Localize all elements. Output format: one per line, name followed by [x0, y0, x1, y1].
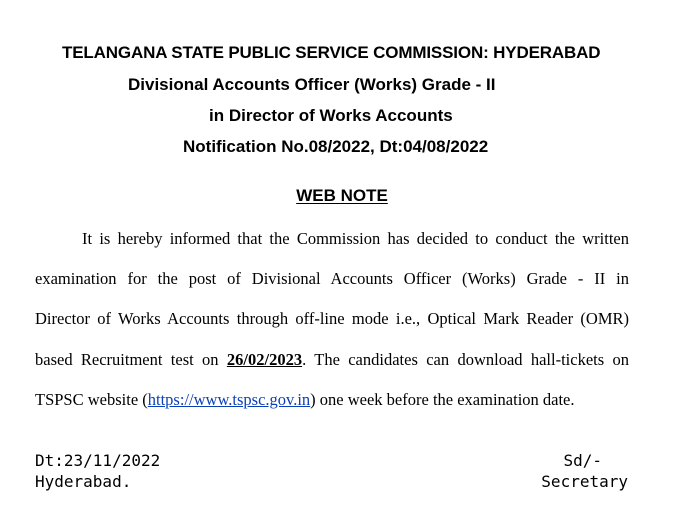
body-line-5-end: ) one week before the examination date. [310, 390, 575, 409]
department-title-text: in Director of Works Accounts [209, 106, 453, 125]
body-line-4-end: . The candidates can download hall-tickets on [302, 350, 630, 369]
issue-place: Hyderabad. [35, 472, 132, 491]
post-title-text: Divisional Accounts Officer (Works) Grade - II [128, 75, 496, 94]
website-link[interactable]: https://www.tspsc.gov.in [147, 390, 311, 409]
body-line-4-start: based Recruitment test on [35, 350, 227, 369]
body-line-4 [35, 350, 629, 370]
body-line-5-start: TSPSC website ( [35, 390, 148, 409]
body-line-5 [35, 390, 629, 410]
issue-date: Dt:23/11/2022 [35, 451, 161, 470]
commission-title-text: TELANGANA STATE PUBLIC SERVICE COMMISSION: HYDERABAD [62, 43, 601, 62]
web-note-heading: WEB NOTE [296, 186, 388, 205]
exam-date: 26/02/2023 [226, 350, 303, 369]
signature-mark: Sd/- [563, 451, 602, 470]
body-line-3: Director of Works Accounts through off-line mode i.e., Optical Mark Reader (OMR) [35, 309, 629, 328]
notification-number-text: Notification No.08/2022, Dt:04/08/2022 [183, 137, 489, 156]
signatory-designation: Secretary [541, 472, 628, 491]
body-line-1: It is hereby informed that the Commission has decided to conduct the written [82, 229, 629, 248]
body-line-2: examination for the post of Divisional Accounts Officer (Works) Grade - II in [35, 269, 629, 288]
